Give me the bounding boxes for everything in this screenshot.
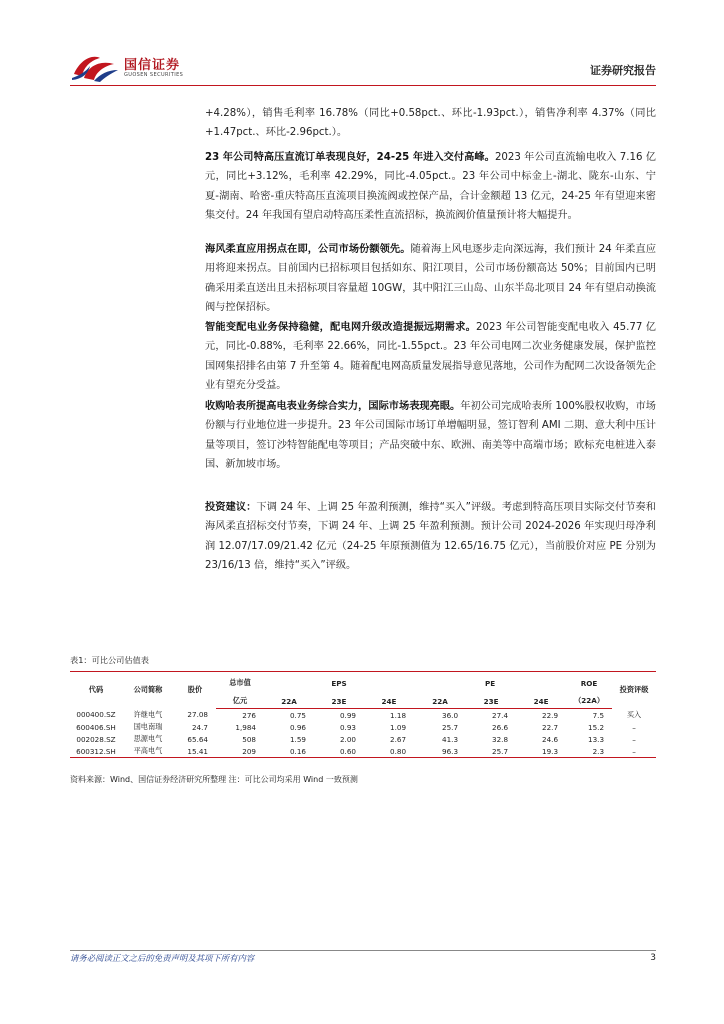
cell-code: 600406.SH	[76, 722, 116, 732]
cell-eps-22a: 0.75	[289, 710, 306, 720]
paragraph-5-heading: 投资建议：	[205, 502, 257, 513]
table-row	[70, 745, 656, 758]
page-number: 3	[650, 953, 656, 963]
header-eps: EPS	[264, 672, 414, 695]
cell-rating: –	[632, 734, 636, 744]
page-header	[70, 48, 656, 84]
header-code: 代码	[70, 672, 122, 709]
cell-price: 65.64	[187, 734, 208, 744]
brand-name-en: GUOSEN SECURITIES	[124, 72, 184, 78]
cell-code: 600312.SH	[70, 745, 122, 758]
cell-eps-24e: 1.18	[390, 710, 407, 720]
cell-name: 国电南瑞	[133, 722, 163, 731]
paragraph-offshore-wind	[205, 240, 656, 318]
paragraph-2-heading: 海风柔直应用拐点在即，公司市场份额领先。	[205, 244, 411, 255]
cell-roe: 7.5	[592, 710, 605, 720]
cell-roe: 13.3	[588, 734, 605, 744]
cell-eps-24e: 1.09	[390, 722, 407, 732]
header-pe-23e: 23E	[466, 694, 516, 709]
cell-eps-23e: 2.00	[339, 734, 356, 744]
cell-pe-23e: 27.4	[492, 710, 509, 720]
cell-price: 27.08	[187, 710, 208, 720]
cell-eps-23e: 0.93	[339, 722, 356, 732]
paragraph-4-text: 年初公司完成哈表所 100%股权收购，市场份额与行业地位进一步提升。23 年公司国际市场订单增幅明显，签订智利 AMI 二期、意大利中压计量等项目，签订沙特智能配电等项目；产品突破中东、欧洲、南美等中高端市场；欧标充电桩进入泰国、新加坡市场。	[205, 401, 656, 471]
paragraph-sales-margin	[205, 104, 656, 143]
document-type: 证券研究报告	[590, 64, 656, 77]
cell-rating: 买入	[626, 709, 642, 719]
paragraph-meter-acquisition	[205, 397, 656, 475]
table-row	[70, 733, 656, 745]
cell-eps-23e: 0.60	[314, 745, 364, 758]
header-name: 公司简称	[122, 672, 174, 709]
table-row	[70, 721, 656, 733]
guosen-logo-icon	[70, 52, 120, 82]
paragraph-4-heading: 收购哈表所提高电表业务综合实力，国际市场表现亮眼。	[205, 401, 461, 412]
cell-mcap: 209	[216, 745, 264, 758]
header-mcap: 总市值	[216, 672, 264, 695]
cell-price: 24.7	[191, 722, 208, 732]
cell-rating: –	[612, 745, 656, 758]
cell-roe: 15.2	[588, 722, 605, 732]
cell-rating: –	[632, 722, 636, 732]
cell-pe-22a: 41.3	[442, 734, 459, 744]
paragraph-3-text: 2023 年公司智能变配电收入 45.77 亿元，同比-0.88%，毛利率 22.66%，同比-1.55pct.。23 年公司电网二次业务健康发展，保护监控国网集招排名由第 7 升至第 4。随着配电网高质量发展指导意见落地，公司作为配网二次设备领先企业有望充分受益。	[205, 322, 656, 392]
cell-code: 000400.SZ	[76, 710, 116, 720]
cell-pe-22a: 36.0	[442, 710, 459, 720]
guosen-logo	[70, 52, 210, 82]
paragraph-investment-advice	[205, 498, 656, 576]
table-row	[70, 709, 656, 722]
paragraph-5-text: 下调 24 年、上调 25 年盈利预测，维持“买入”评级。考虑到特高压项目实际交付节奏和海风柔直招标交付节奏，下调 24 年、上调 25 年盈利预测。预计公司 2024-2026 年实现归母净利润 12.07/17.09/21.42 亿元（24-25 年原预测值为 12.65/16.75 亿元），当前股价对应 PE 分别为 23/16/13 倍，维持“买入”评级。	[205, 502, 656, 572]
cell-mcap: 508	[242, 734, 256, 744]
header-pe-22a: 22A	[414, 694, 466, 709]
header-divider	[70, 85, 656, 86]
header-pe-24e: 24E	[516, 694, 566, 709]
cell-eps-22a: 0.16	[264, 745, 314, 758]
paragraph-uhvdc	[205, 148, 656, 226]
cell-pe-23e: 25.7	[466, 745, 516, 758]
disclaimer-link[interactable]: 请务必阅读正文之后的免责声明及其项下所有内容	[70, 953, 255, 963]
cell-pe-24e: 22.7	[542, 722, 559, 732]
table-caption: 表1：可比公司估值表	[70, 655, 149, 665]
cell-price: 15.41	[174, 745, 216, 758]
cell-name: 许继电气	[133, 709, 163, 719]
cell-name: 思源电气	[133, 734, 163, 743]
paragraph-1-heading: 23 年公司特高压直流订单表现良好，24-25 年进入交付高峰。	[205, 152, 495, 163]
cell-mcap: 276	[242, 710, 256, 720]
cell-eps-22a: 0.96	[289, 722, 306, 732]
header-price: 股价	[174, 672, 216, 709]
valuation-table	[70, 671, 656, 758]
cell-pe-22a: 96.3	[414, 745, 466, 758]
table-source-note: 资料来源：Wind、国信证券经济研究所整理 注：可比公司均采用 Wind 一致预测	[70, 775, 358, 784]
header-mcap-unit: 亿元	[216, 694, 264, 709]
header-eps-22a: 22A	[264, 694, 314, 709]
paragraph-2-text: 随着海上风电逐步走向深远海，我们预计 24 年柔直应用将迎来拐点。目前国内已招标项目包括如东、阳江项目，公司市场份额高达 50%；目前国内已明确采用柔直送出且未招标项目容量超 10GW，其中阳江三山岛、山东半岛北项目 24 年有望启动换流阀与控保招标。	[205, 244, 657, 314]
header-roe-sub: （22A）	[566, 694, 612, 709]
header-eps-24e: 24E	[364, 694, 414, 709]
header-eps-23e: 23E	[314, 694, 364, 709]
header-roe: ROE	[566, 672, 612, 695]
header-pe: PE	[414, 672, 566, 695]
cell-name: 平高电气	[122, 745, 174, 758]
cell-pe-23e: 26.6	[492, 722, 509, 732]
cell-pe-24e: 24.6	[542, 734, 559, 744]
cell-eps-22a: 1.59	[289, 734, 306, 744]
cell-mcap: 1,984	[235, 722, 256, 732]
cell-eps-24e: 0.80	[364, 745, 414, 758]
paragraph-1-text: 2023 年公司直流输电收入 7.16 亿元，同比+3.12%，毛利率 42.29%，同比-4.05pct.。23 年公司中标金上-湖北、陇东-山东、宁夏-湖南、哈密-重庆特高压直流项目换流阀或控保产品，合计金额超 13 亿元，24-25 年有望迎来密集交付。24 年我国有望启动特高压柔性直流招标，换流阀价值量预计将大幅提升。	[205, 152, 656, 222]
paragraph-0-text: +4.28%），销售毛利率 16.78%（同比+0.58pct.、环比-1.93pct.），销售净利率 4.37%（同比+1.47pct.、环比-2.96pct.）。	[205, 108, 656, 139]
paragraph-smart-distribution	[205, 318, 656, 396]
cell-pe-24e: 22.9	[542, 710, 559, 720]
cell-code: 002028.SZ	[76, 734, 116, 744]
cell-pe-23e: 32.8	[492, 734, 509, 744]
paragraph-3-heading: 智能变配电业务保持稳健，配电网升级改造提振远期需求。	[205, 322, 477, 333]
brand-name-cn: 国信证券	[124, 58, 181, 73]
cell-pe-22a: 25.7	[442, 722, 459, 732]
header-rating: 投资评级	[612, 672, 656, 709]
cell-roe: 2.3	[566, 745, 612, 758]
cell-pe-24e: 19.3	[516, 745, 566, 758]
cell-eps-23e: 0.99	[339, 710, 356, 720]
cell-eps-24e: 2.67	[390, 734, 407, 744]
footer-divider	[70, 950, 656, 951]
